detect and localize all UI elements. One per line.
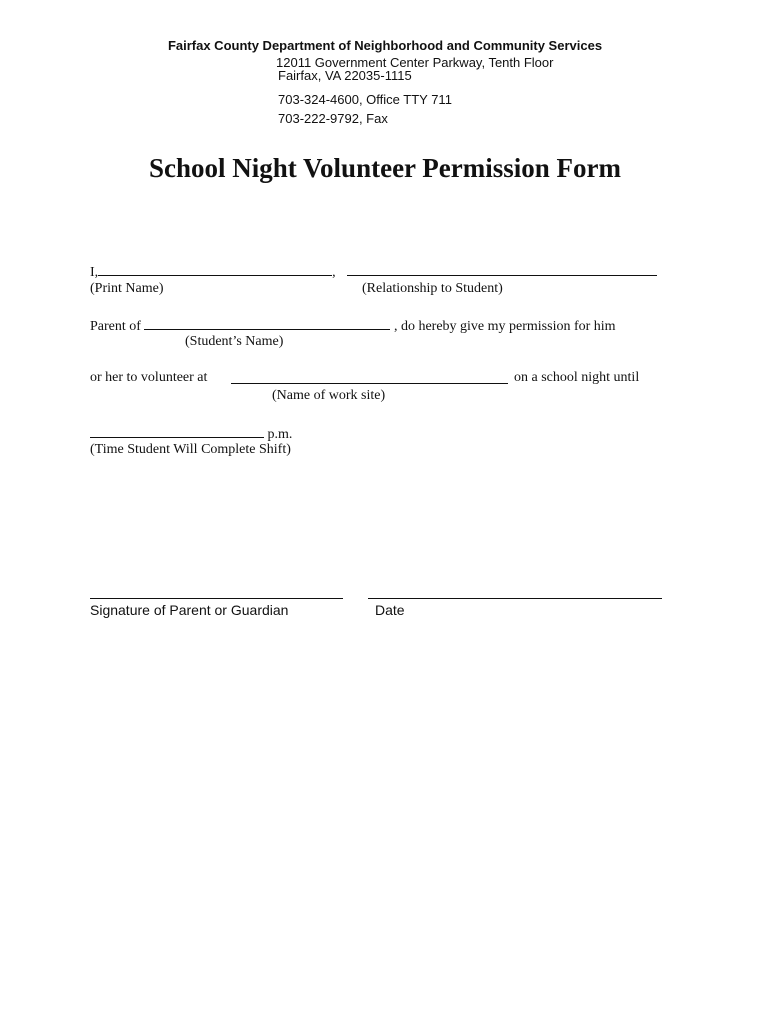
i-prefix: I, (90, 265, 99, 280)
address-line-2: Fairfax, VA 22035-1115 (278, 68, 412, 83)
relationship-field[interactable] (347, 262, 657, 276)
name-relationship-line (90, 262, 336, 281)
parent-of-suffix: , do hereby give my permission for him (393, 319, 616, 334)
print-name-caption: (Print Name) (90, 281, 164, 296)
address-line-1: 12011 Government Center Parkway, Tenth Floor (276, 55, 554, 70)
volunteer-prefix: or her to volunteer at (90, 370, 208, 385)
signature-label: Signature of Parent or Guardian (90, 602, 289, 618)
work-site-caption: (Name of work site) (272, 388, 386, 403)
completion-time-field[interactable] (90, 424, 264, 438)
print-name-field[interactable] (98, 262, 332, 276)
work-site-field[interactable] (231, 370, 508, 384)
date-label: Date (375, 602, 405, 618)
parent-of-prefix: Parent of (90, 319, 141, 334)
volunteer-suffix: on a school night until (514, 370, 640, 385)
parent-of-line (90, 316, 616, 335)
relationship-caption: (Relationship to Student) (362, 281, 503, 296)
time-suffix: p.m. (267, 427, 293, 442)
time-caption: (Time Student Will Complete Shift) (90, 442, 291, 457)
student-name-field[interactable] (144, 316, 390, 330)
phone-office: 703-324-4600, Office TTY 711 (278, 92, 452, 107)
phone-fax: 703-222-9792, Fax (278, 111, 388, 126)
time-line (90, 424, 292, 443)
form-title: School Night Volunteer Permission Form (149, 153, 621, 183)
student-name-caption: (Student’s Name) (185, 334, 284, 349)
date-field[interactable] (368, 598, 662, 599)
signature-field[interactable] (90, 598, 343, 599)
line1-comma: , (332, 265, 336, 280)
organization-name: Fairfax County Department of Neighborhood and Community Services (167, 38, 603, 53)
